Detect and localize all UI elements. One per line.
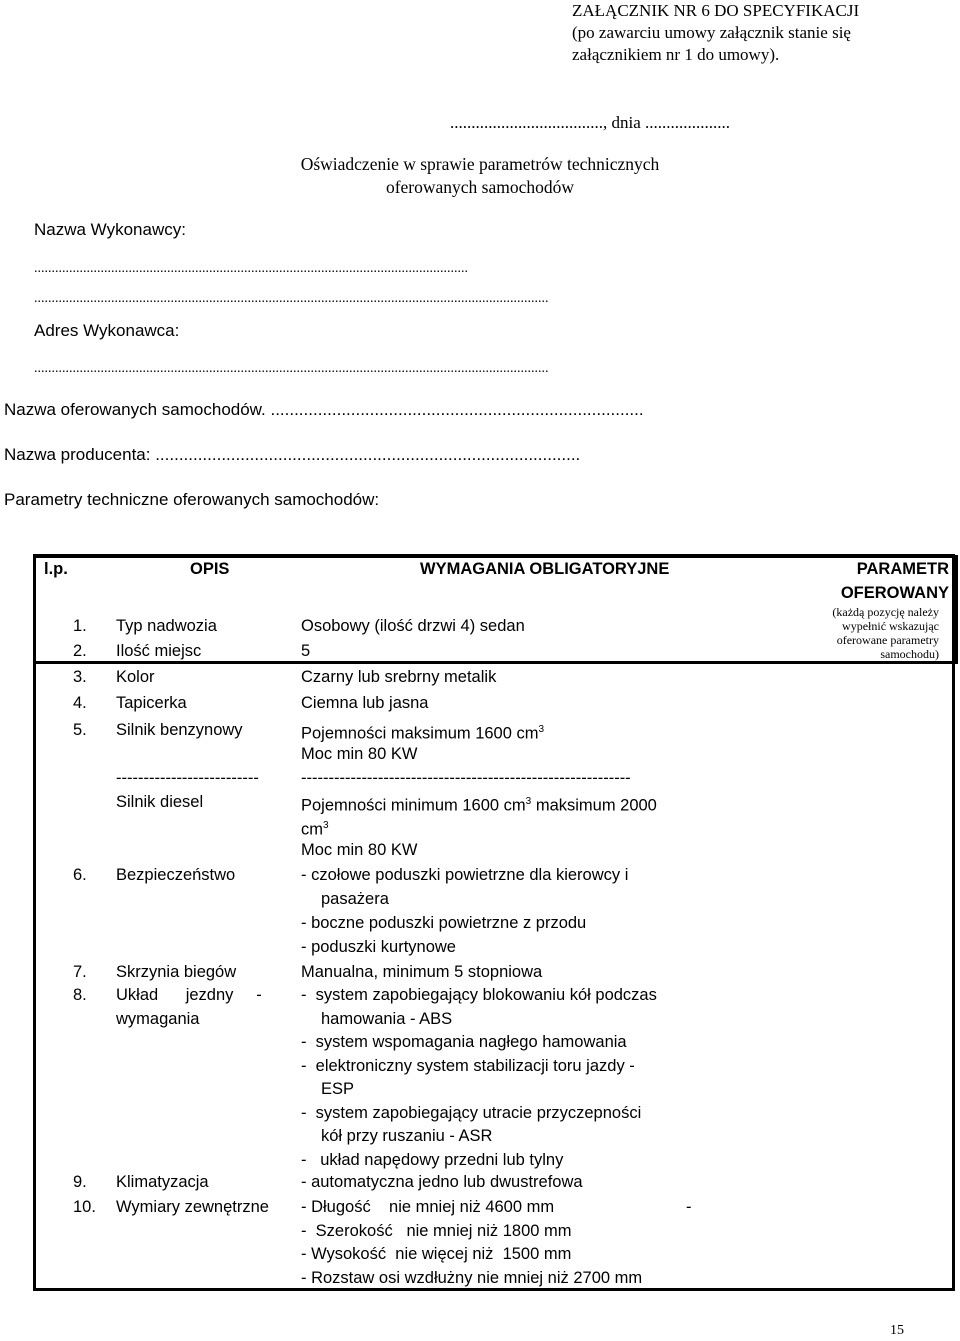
row-wymagania: Ciemna lub jasna — [301, 694, 429, 712]
row-wymagania: - Szerokość nie mniej niż 1800 mm — [301, 1221, 572, 1240]
row-separator: ------------------------------------------------------------ — [301, 769, 631, 787]
header-parametr-note: oferowane parametry samochodu) — [836, 633, 939, 661]
annex-line: ZAŁĄCZNIK NR 6 DO SPECYFIKACJI — [572, 1, 860, 20]
wym-text: Pojemności minimum 1600 cm — [301, 796, 526, 815]
params-header: Parametry techniczne oferowanych samochodów: — [4, 490, 380, 509]
row-number: 9. — [73, 1173, 87, 1191]
contractor-address-dots: ................................................................................................................................................... — [34, 361, 549, 376]
row-wymagania: - Rozstaw osi wzdłużny nie mniej niż 2700 mm — [301, 1268, 643, 1287]
row-number: 10. — [73, 1198, 96, 1216]
row-opis: Silnik diesel — [116, 793, 204, 811]
header-wymagania: WYMAGANIA OBLIGATORYJNE — [420, 560, 670, 578]
row-opis: Układ jezdny - — [116, 986, 262, 1004]
wym-text: cm — [301, 820, 323, 839]
wym-text: Pojemności maksimum 1600 cm — [301, 724, 539, 743]
row-wymagania: Moc min 80 KW — [301, 745, 418, 763]
row-wymagania: - system zapobiegający blokowaniu kół podczas — [301, 986, 657, 1004]
row-wymagania: Osobowy (ilość drzwi 4) sedan — [301, 617, 525, 635]
row-wymagania: hamowania - ABS — [321, 1009, 453, 1028]
row-wymagania: - układ napędowy przedni lub tylny — [301, 1150, 564, 1169]
contractor-name-dots: ............................................................................................................................ — [34, 261, 468, 276]
row-number: 7. — [73, 963, 87, 981]
producer-field: Nazwa producenta: .......................................................................................... — [4, 445, 581, 464]
date-line: ...................................., dnia .................... — [450, 113, 731, 132]
title-line: Oświadczenie w sprawie parametrów technicznych — [300, 154, 660, 174]
page-number: 15 — [890, 1323, 904, 1338]
row-number: 6. — [73, 866, 87, 884]
row-wymagania: pasażera — [321, 890, 389, 908]
row-separator: -------------------------- — [116, 769, 259, 787]
row-wymagania: Moc min 80 KW — [301, 841, 418, 859]
contractor-name-dots: ................................................................................................................................................... — [34, 291, 549, 306]
row-wymagania: 5 — [301, 642, 311, 660]
row-wymagania: - poduszki kurtynowe — [301, 938, 456, 956]
row-parametr: - — [686, 1198, 692, 1216]
superscript: 3 — [323, 820, 329, 831]
annex-line: załącznikiem nr 1 do umowy). — [572, 45, 780, 64]
superscript: 3 — [538, 724, 545, 735]
row-number: 5. — [73, 721, 87, 739]
header-opis: OPIS — [190, 560, 230, 578]
wym-text: maksimum 2000 — [531, 796, 657, 815]
row-wymagania: - Długość nie mniej niż 4600 mm — [301, 1198, 555, 1216]
row-opis: Bezpieczeństwo — [116, 866, 236, 884]
row-opis: Ilość miejsc — [116, 642, 202, 660]
row-number: 2. — [73, 642, 87, 660]
row-wymagania: ESP — [321, 1080, 355, 1098]
row-number: 1. — [73, 617, 87, 635]
row-wymagania: - automatyczna jedno lub dwustrefowa — [301, 1173, 583, 1191]
row-opis: Skrzynia biegów — [116, 963, 237, 981]
row-wymagania: Manualna, minimum 5 stopniowa — [301, 963, 543, 981]
row-opis: Silnik benzynowy — [116, 721, 243, 739]
row-wymagania: - czołowe poduszki powietrzne dla kierowcy i — [301, 866, 629, 884]
superscript: 3 — [525, 796, 532, 807]
contractor-name-label: Nazwa Wykonawcy: — [34, 220, 186, 239]
row-number: 3. — [73, 668, 87, 686]
row-number: 8. — [73, 986, 87, 1004]
row-wymagania: - elektroniczny system stabilizacji toru jazdy - — [301, 1056, 635, 1075]
document-title — [0, 153, 960, 199]
row-wymagania: - boczne poduszki powietrzne z przodu — [301, 914, 587, 932]
header-parametr-title: PARAMETR OFEROWANY — [840, 560, 949, 602]
row-opis: wymagania — [116, 1009, 200, 1028]
row-number: 4. — [73, 694, 87, 712]
header-lp: l.p. — [44, 560, 68, 578]
row-opis: Kolor — [116, 668, 155, 686]
row-opis: Typ nadwozia — [116, 617, 217, 635]
table-border — [33, 554, 955, 1291]
row-wymagania: - system zapobiegający utracie przyczepności — [301, 1103, 642, 1122]
annex-header — [572, 0, 859, 66]
row-opis: Tapicerka — [116, 694, 187, 712]
cars-name-field: Nazwa oferowanych samochodów. ............................................................................... — [4, 400, 644, 419]
row-wymagania: kół przy ruszaniu - ASR — [321, 1127, 493, 1145]
contractor-address-label: Adres Wykonawca: — [34, 321, 180, 340]
header-parametr-note: (każdą pozycję należy wypełnić wskazując — [832, 605, 939, 633]
row-opis: Klimatyzacja — [116, 1173, 209, 1191]
row-opis: Wymiary zewnętrzne — [116, 1198, 269, 1216]
row-wymagania: - system wspomagania nagłego hamowania — [301, 1033, 627, 1051]
title-line: oferowanych samochodów — [385, 177, 575, 197]
row-wymagania: - Wysokość nie więcej niż 1500 mm — [301, 1245, 572, 1263]
row-wymagania: Czarny lub srebrny metalik — [301, 668, 497, 686]
annex-line: (po zawarciu umowy załącznik stanie się — [572, 23, 851, 42]
